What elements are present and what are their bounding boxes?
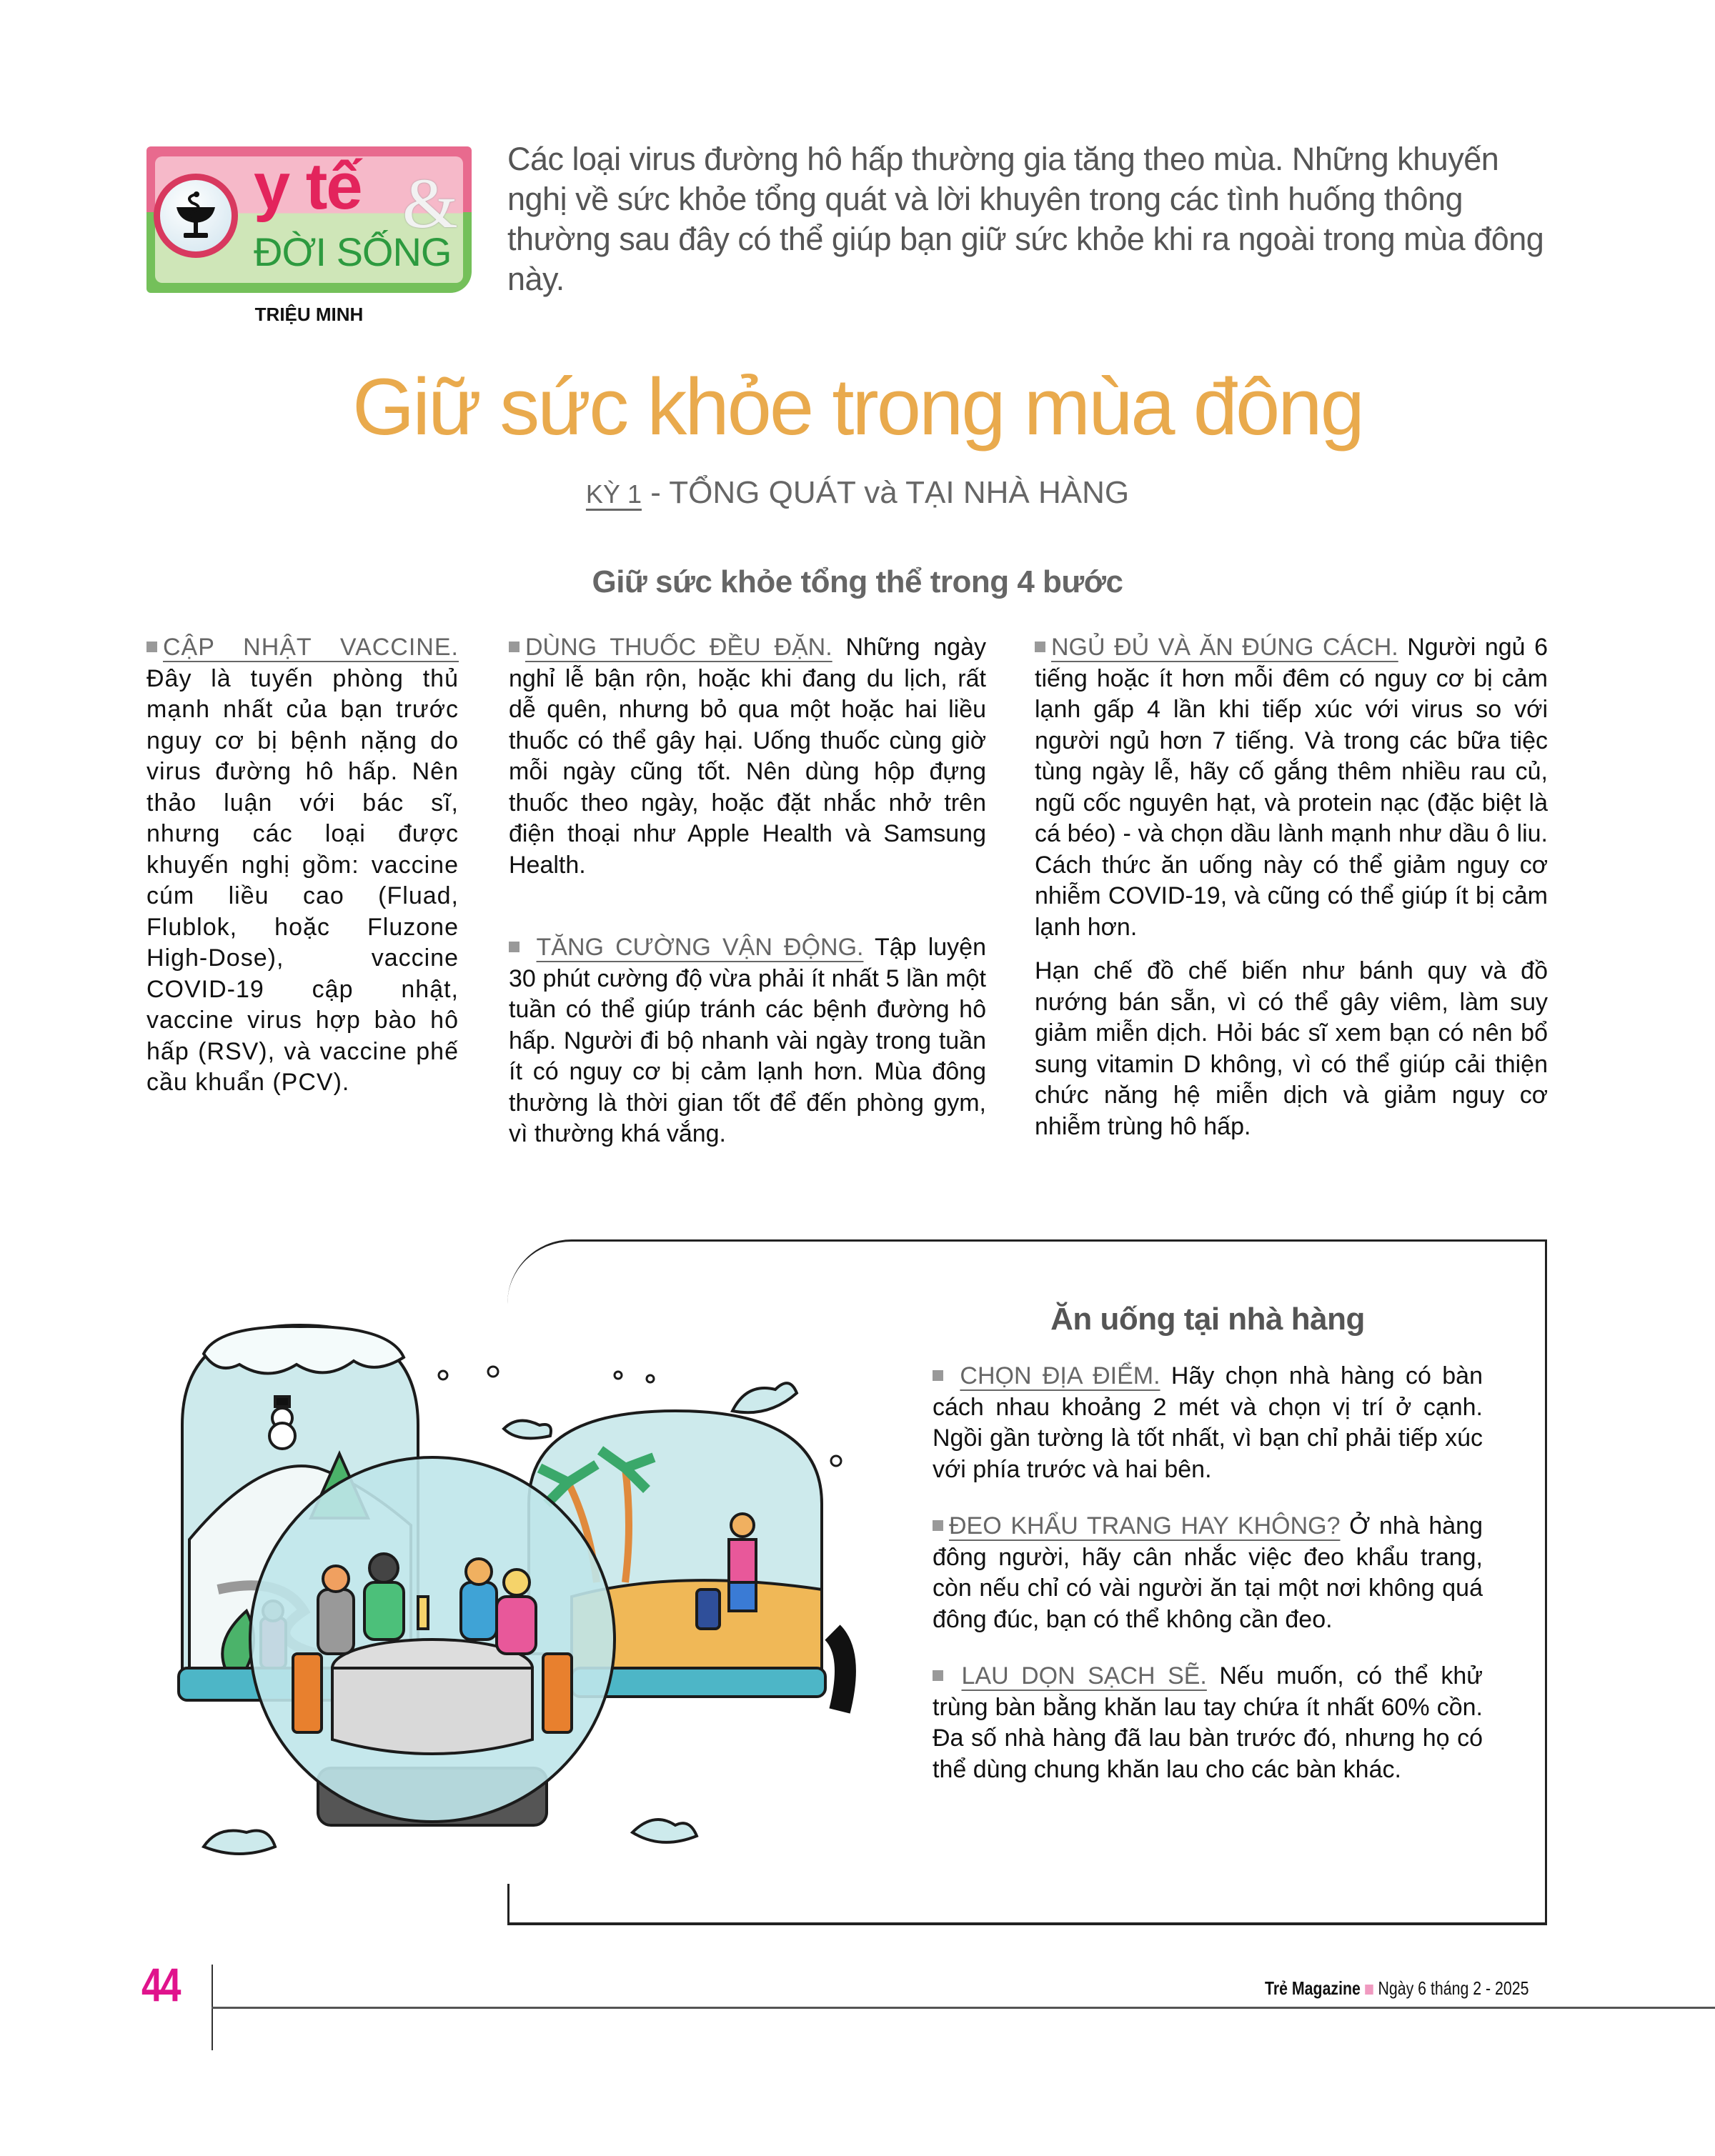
square-bullet-icon — [933, 1520, 943, 1531]
tip-lead: TĂNG CƯỜNG VẬN ĐỘNG. — [536, 934, 864, 961]
tip-paragraph — [509, 932, 986, 1150]
page-number: 44 — [141, 1958, 179, 2011]
pharmacy-cup-snake-icon — [154, 174, 238, 258]
tip-text: Hạn chế đồ chế biến như bánh quy và đồ nướng bán sẵn, vì có thể gây viêm, làm suy giảm miễn dịch. Hỏi bác sĩ xem bạn có nên bổ sung vitamin D không, vì có thể giúp cải thiện chức năng hệ miễn dịch và giảm nguy cơ nhiễm trùng hô hấp. — [1035, 957, 1548, 1140]
tip-paragraph — [933, 1361, 1483, 1485]
column-3 — [1035, 632, 1548, 1169]
tip-lead: CẬP NHẬT VACCINE. — [163, 634, 459, 661]
tip-lead: ĐEO KHẨU TRANG HAY KHÔNG? — [949, 1512, 1341, 1539]
tip-lead: NGỦ ĐỦ VÀ ĂN ĐÚNG CÁCH. — [1051, 634, 1398, 661]
square-bullet-icon — [933, 1670, 943, 1681]
restaurant-globe — [250, 1457, 615, 1825]
tip-lead: DÙNG THUỐC ĐỀU ĐẶN. — [525, 634, 832, 661]
box-left-edge — [507, 1884, 509, 1925]
tip-paragraph — [933, 1511, 1483, 1635]
logo-text-doisong: ĐỜI SỐNG — [254, 229, 452, 274]
tip-lead: CHỌN ĐỊA ĐIỂM. — [960, 1362, 1160, 1389]
byline: TRIỆU MINH — [254, 304, 364, 325]
tip-text: Người ngủ 6 tiếng hoặc ít hơn mỗi đêm có nguy cơ bị cảm lạnh gấp 4 lần khi tiếp xúc với virus so với người ngủ hơn 7 tiếng. Và trong các bữa tiệc tùng ngày lễ, hãy cố gắng thêm nhiều rau củ, ngũ cốc nguyên hạt, và protein nạc (đặc biệt là cá béo) - và chọn dầu lành mạnh như dầu ô liu. Cách thức ăn uống này có thể giảm nguy cơ nhiễm COVID-19, và cũng có thể giúp ít bị cảm lạnh hơn. — [1035, 634, 1548, 941]
tip-text: Nếu muốn, có thể khử trùng bàn bằng khăn lau tay chứa ít nhất 60% cồn. Đa số nhà hàng đã lau bàn trước đó, nhưng họ có thể dùng chung khăn lau cho các bàn khác. — [933, 1662, 1483, 1783]
column-2 — [509, 632, 986, 1177]
restaurant-tips — [933, 1361, 1483, 1811]
tip-paragraph — [933, 1661, 1483, 1785]
issue-date: Ngày 6 tháng 2 - 2025 — [1378, 1977, 1529, 1999]
square-bullet-icon — [933, 1370, 943, 1381]
column-1 — [146, 632, 459, 1126]
magazine-name: Trẻ Magazine — [1265, 1977, 1361, 1999]
intro-paragraph: Các loại virus đường hô hấp thường gia tăng theo mùa. Những khuyến nghị về sức khỏe tổng quát và lời khuyên trong các tình huống thông thường sau đây có thể giúp bạn giữ sức khỏe khi ra ngoài trong mùa đông này. — [507, 141, 1544, 297]
section-heading: Giữ sức khỏe tổng thể trong 4 bước — [592, 564, 1123, 599]
logo-text-yte: y tế — [254, 150, 362, 223]
tip-paragraph — [146, 632, 459, 1099]
tip-text: Tập luyện 30 phút cường độ vừa phải ít nhất 5 lần một tuần có thể giúp tránh các bệnh đường hô hấp. Người đi bộ nhanh vài ngày trong tuần ít có nguy cơ bị cảm lạnh hơn. Mùa đông thường là thời gian tốt để đến phòng gym, vì thường khá vắng. — [509, 934, 986, 1147]
footer-horizontal-rule — [212, 2007, 1715, 2009]
article-title: Giữ sức khỏe trong mùa đông — [352, 362, 1363, 451]
pink-square-icon — [1365, 1985, 1373, 1995]
tip-text: Đây là tuyến phòng thủ mạnh nhất của bạn trước nguy cơ bị bệnh nặng do virus đường hô hấp. Nên thảo luận với bác sĩ, nhưng các loại được khuyến nghị gồm: vaccine cúm liều cao (Fluad, Flublok, hoặc Fluzone High-Dose), vaccine COVID-19 cập nhật, vaccine virus hợp bào hô hấp (RSV), và vaccine phế cầu khuẩn (PCV). — [146, 664, 459, 1096]
tip-text: Hãy chọn nhà hàng có bàn cách nhau khoảng 2 mét và chọn vị trí ở cạnh. Ngồi gần tường là tốt nhất, vì bạn chỉ phải tiếp xúc với phía trước và hai bên. — [933, 1362, 1483, 1483]
tip-paragraph — [509, 632, 986, 881]
subtitle-rest: - TỔNG QUÁT và TẠI NHÀ HÀNG — [641, 475, 1130, 510]
footer-publication — [1265, 1977, 1528, 2000]
tip-paragraph — [1035, 956, 1548, 1142]
tip-text: Ở nhà hàng đông người, hãy cân nhắc việc đeo khẩu trang, còn nếu chỉ có vài người ăn tại một nơi không quá đông đúc, bạn có thể không cần đeo. — [933, 1512, 1483, 1633]
square-bullet-icon — [509, 642, 520, 652]
article-subtitle — [0, 475, 1715, 511]
square-bullet-icon — [1035, 642, 1045, 652]
snow-globes-illustration — [175, 1268, 890, 1882]
logo-ampersand: & — [402, 164, 458, 243]
tip-paragraph — [1035, 632, 1548, 943]
tip-lead: LAU DỌN SẠCH SẼ. — [961, 1662, 1207, 1690]
subtitle-part-label: KỲ 1 — [585, 479, 642, 509]
tip-text: Những ngày nghỉ lễ bận rộn, hoặc khi đang du lịch, rất dễ quên, nhưng bỏ qua một hoặc hai liều thuốc có thể gây hại. Uống thuốc cùng giờ mỗi ngày cũng tốt. Nên dùng hộp đựng thuốc theo ngày, hoặc đặt nhắc nhở trên điện thoại như Apple Health và Samsung Health. — [509, 634, 986, 879]
square-bullet-icon — [146, 642, 157, 652]
box-heading: Ăn uống tại nhà hàng — [1050, 1302, 1365, 1337]
square-bullet-icon — [509, 942, 520, 952]
section-logo — [146, 146, 472, 293]
